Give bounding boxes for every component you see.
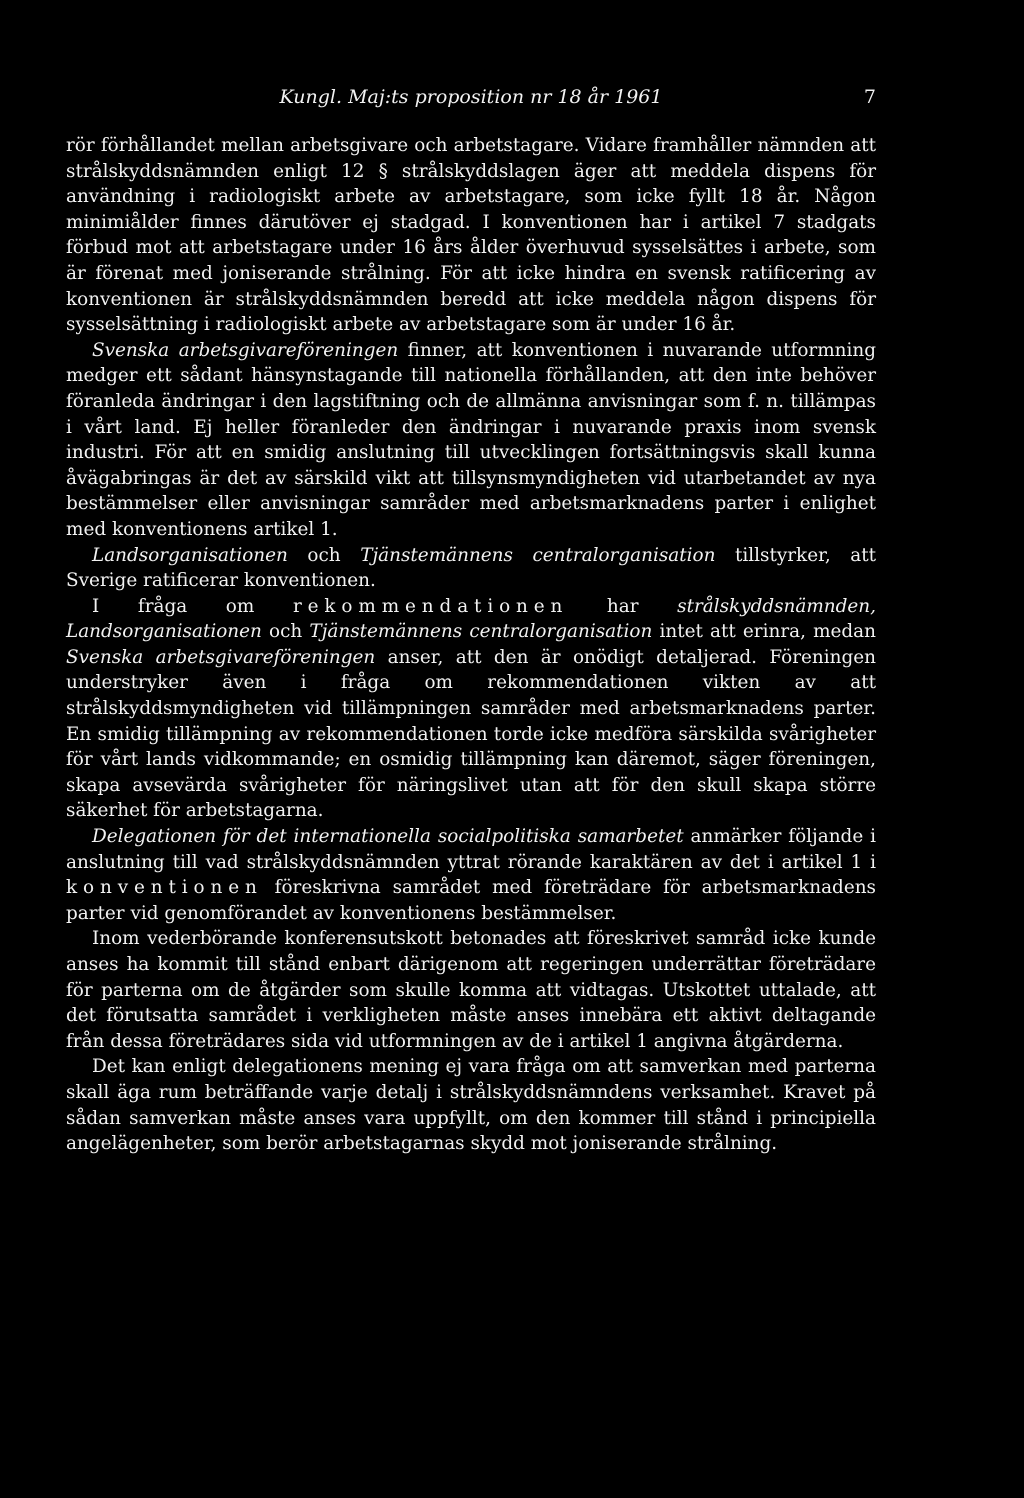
paragraph — [66, 338, 876, 543]
text-run: och — [261, 621, 310, 643]
italic-text: Delegationen för det internationella socialpolitiska samarbetet — [92, 826, 684, 848]
text-run: anmärker följande i anslutning till vad strålskyddsnämnden yttrat rörande karaktären av det i artikel 1 i — [66, 826, 876, 873]
text-run: Inom vederbörande konferensutskott betonades att föreskrivet samråd icke kunde anses ha kommit till stånd enbart därigenom att regeringen underrättar företrädare för parterna om de åtgärder som skulle komma att vidtagas. Utskottet uttalade, att det förutsatta samrådet i verkligheten måste anses innebära ett aktivt deltagande från dessa företrädares sida vid utformningen av de i artikel 1 angivna åtgärderna. — [66, 928, 876, 1052]
text-run: föreskrivna samrådet med företrädare för arbetsmarknadens parter vid genomförandet av konventionens bestämmelser. — [66, 877, 876, 924]
text-run: finner, att konventionen i nuvarande utformning medger ett sådant hänsynstagande till nationella förhållanden, att den inte behöver föranleda ändringar i den lagstiftning och de allmänna anvisningar som f. n. tillämpas i vårt land. Ej heller föranleder den ändringar i nuvarande praxis inom svensk industri. För att en smidig anslutning till utvecklingen fortsättningsvis skall kunna åvägabringas är det av särskild vikt att tillsynsmyndigheten vid utarbetandet av nya bestämmelser eller anvisningar samråder med arbetsmarknadens parter i enlighet med konventionens artikel 1. — [66, 339, 876, 540]
text-run: tillstyrker, att Sverige ratificerar konventionen. — [66, 544, 876, 592]
text-run: och — [287, 544, 361, 566]
paragraph — [66, 543, 876, 594]
text-run: rör förhållandet mellan arbetsgivare och arbetstagare. Vidare framhåller nämnden att strålskyddsnämnden enligt 12 § strålskyddslagen äger att meddela dispens för användning i radiologiskt arbete av arbetstagare, som icke fyllt 18 år. Någon minimiålder finnes därutöver ej stadgad. I konventionen har i artikel 7 stadgats förbud mot att arbetstagare under 16 års ålder överhuvud sysselsättes i arbete, som är förenat med joniserande strålning. För att icke hindra en svensk ratificering av konventionen är strålskyddsnämnden beredd att icke meddela någon dispens för sysselsättning i radiologiskt arbete av arbetstagare som är under 16 år. — [66, 135, 876, 336]
text-run: har — [568, 595, 678, 617]
running-title: Kungl. Maj:ts proposition nr 18 år 1961 — [279, 86, 663, 108]
text-run: anser, att den är onödigt detaljerad. Föreningen understryker även i fråga om rekommendationen vikten av att strålskyddsmyndigheten vid tillämpningen samråder med arbetsmarknadens parter. En smidig tillämpning av rekommendationen torde icke medföra särskilda svårigheter för vårt lands vidkommande; en osmidig tillämpning kan däremot, säger föreningen, skapa avsevärda svårigheter för näringslivet utan att för den skull skapa större säkerhet för arbetstagarna. — [66, 646, 876, 822]
spaced-text: konventionen — [66, 877, 263, 899]
italic-text: Tjänstemännens centralorganisation — [309, 621, 653, 643]
paragraph — [66, 594, 876, 824]
text-run: I fråga om — [92, 595, 293, 617]
paragraph — [66, 926, 876, 1054]
body-text — [66, 133, 876, 1157]
page-header — [66, 86, 876, 118]
text-run: Det kan enligt delegationens mening ej vara fråga om att samverkan med parterna skall äga rum beträffande varje detalj i strålskyddsnämndens verksamhet. Kravet på sådan samverkan måste anses vara uppfyllt, om den kommer till stånd i principiella angelägenheter, som berör arbetstagarnas skydd mot joniserande strålning. — [66, 1056, 876, 1155]
italic-text: strålskyddsnämnden, Landsorganisationen — [66, 595, 876, 643]
text-run: intet att erinra, medan — [652, 621, 876, 643]
page-number: 7 — [863, 86, 876, 108]
paragraph — [66, 824, 876, 926]
italic-text: Tjänstemännens centralorganisation — [360, 544, 716, 566]
spaced-text: rekommendationen — [292, 595, 569, 617]
italic-text: Svenska arbetsgivareföreningen — [92, 339, 399, 361]
paragraph — [66, 133, 876, 338]
paragraph — [66, 1054, 876, 1156]
italic-text: Svenska arbetsgivareföreningen — [66, 646, 376, 668]
italic-text: Landsorganisationen — [92, 544, 288, 566]
